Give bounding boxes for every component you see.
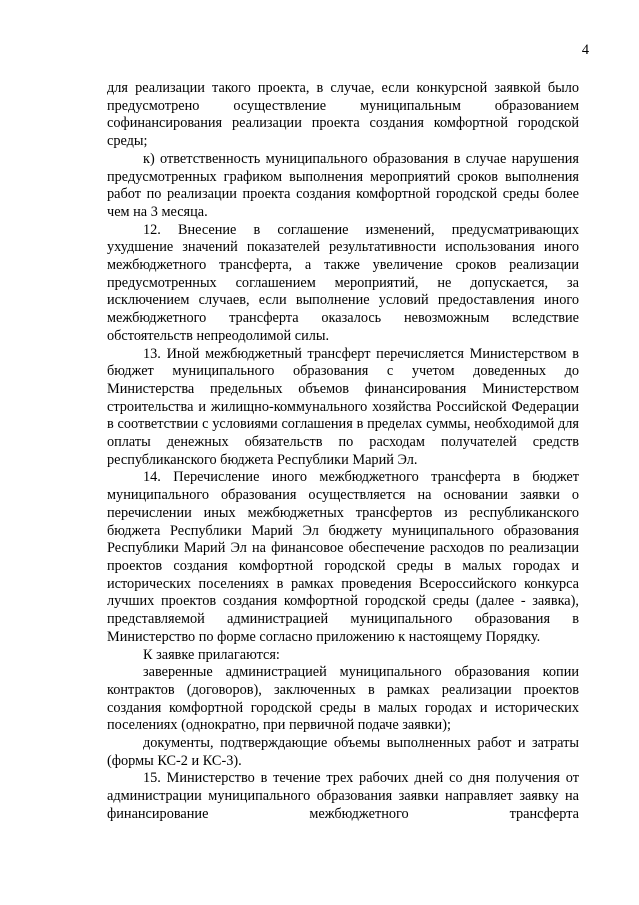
paragraph-13: 13. Иной межбюджетный трансферт перечисляется Министерством в бюджет муниципального образования с учетом доведенных до Министерства предельных объемов финансирования Министерством строительства и жилищно-коммунального хозяйства Российской Федерации в соответствии с условиями соглашения в пределах суммы, необходимой для оплаты денежных обязательств по расходам получателей средств республиканского бюджета Республики Марий Эл. — [107, 345, 579, 468]
document-body — [107, 80, 579, 824]
paragraph-15: 15. Министерство в течение трех рабочих дней со дня получения от администрации муниципального образования заявки направляет заявку на финансирование межбюджетного трансферта — [107, 770, 579, 822]
paragraph-12: 12. Внесение в соглашение изменений, предусматривающих ухудшение значений показателей результативности использования иного межбюджетного трансферта, а также увеличение сроков реализации предусмотренных соглашением мероприятий, не допускается, за исключением случаев, если выполнение условий предоставления иного межбюджетного трансферта оказалось невозможным вследствие обстоятельств непреодолимой силы. — [107, 221, 579, 344]
paragraph-14: 14. Перечисление иного межбюджетного трансферта в бюджет муниципального образования осуществляется на основании заявки о перечислении иных межбюджетных трансфертов из республиканского бюджета Республики Марий Эл бюджету муниципального образования Республики Марий Эл на финансовое обеспечение расходов по реализации проектов создания комфортной городской среды в малых городах и исторических поселениях в рамках проведения Всероссийского конкурса лучших проектов создания комфортной городской среды (далее - заявка), представляемой администрацией муниципального образования в Министерство по форме согласно приложению к настоящему Порядку. — [107, 469, 579, 645]
page-number: 4 — [581, 42, 589, 58]
paragraph-attachment-contracts: заверенные администрацией муниципального образования копии контрактов (договоров), заключенных в рамках реализации проектов создания комфортной городской среды в малых городах и исторических поселениях (однократно, при первичной подаче заявки); — [107, 664, 579, 734]
paragraph-item-k: к) ответственность муниципального образования в случае нарушения предусмотренных графиком выполнения мероприятий сроков выполнения работ по реализации проекта создания комфортной городской среды более чем на 3 месяца. — [107, 150, 579, 220]
paragraph-attachments-intro: К заявке прилагаются: — [143, 646, 280, 663]
paragraph-continuation: для реализации такого проекта, в случае, если конкурсной заявкой было предусмотрено осуществление муниципальным образованием софинансирования реализации проекта создания комфортной городской среды; — [107, 80, 579, 150]
paragraph-attachment-documents: документы, подтверждающие объемы выполненных работ и затраты (формы КС-2 и КС-3). — [107, 735, 579, 769]
